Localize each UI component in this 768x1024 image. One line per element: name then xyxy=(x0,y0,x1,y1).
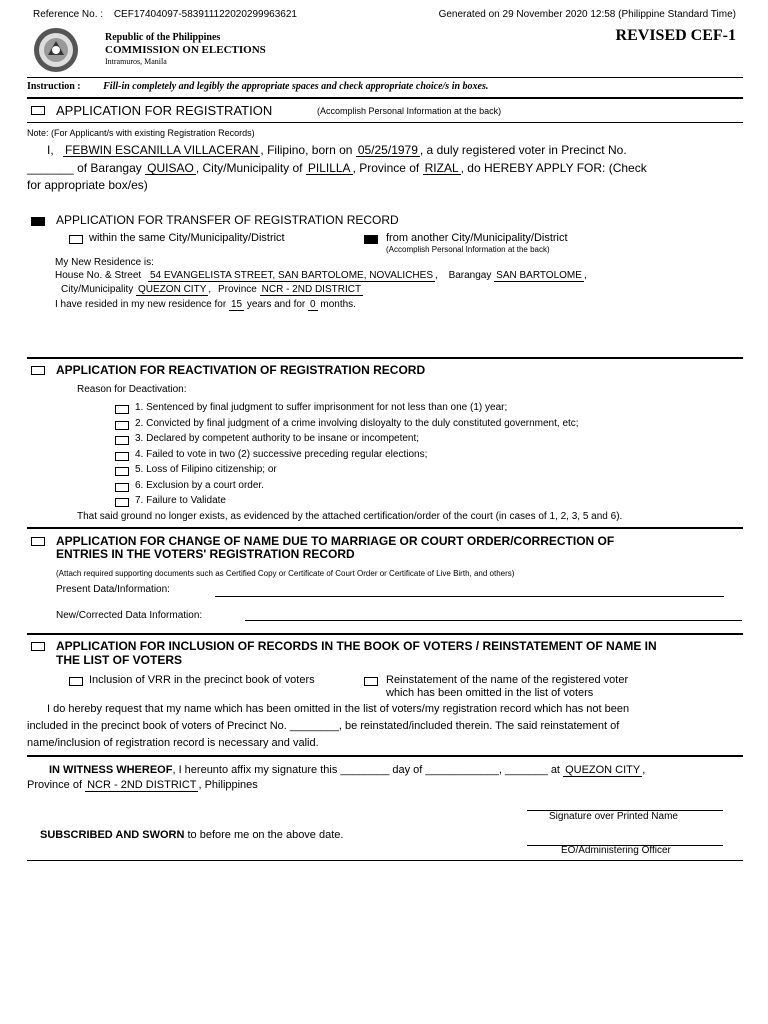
province-field[interactable]: RIZAL xyxy=(424,161,459,175)
change-name-note: (Attach required supporting documents such as Certified Copy or Certificate of Court Order or Certificate of Live Birth, and others) xyxy=(56,569,515,578)
house-street-field[interactable]: 54 EVANGELISTA STREET, SAN BARTOLOME, NOVALICHES xyxy=(149,270,433,281)
transfer-same-checkbox[interactable] xyxy=(69,235,83,244)
inclusion-vrr-label: Inclusion of VRR in the precinct book of voters xyxy=(89,674,315,686)
transfer-checkbox[interactable] xyxy=(31,217,45,226)
transfer-other-label: from another City/Municipality/District xyxy=(386,232,568,244)
signature-label: Signature over Printed Name xyxy=(549,811,678,822)
witness-line-2: Province of NCR - 2ND DISTRICT , Philippines xyxy=(27,779,258,791)
reactivation-footer: That said ground no longer exists, as evidenced by the attached certification/order of the court (in cases of 1, 2, 3, 5 and 6). xyxy=(77,511,623,522)
applicant-name[interactable]: FEBWIN ESCANILLA VILLACERAN xyxy=(65,143,259,157)
witness-line-1: IN WITNESS WHEREOF, I hereunto affix my signature this ________ day of ____________, _______ at QUEZON CITY , xyxy=(49,764,646,776)
reference-number: CEF17404097-583911122020299963621 xyxy=(113,9,297,20)
new-residence-label: My New Residence is: xyxy=(55,257,154,268)
change-name-title-2: ENTRIES IN THE VOTERS' REGISTRATION RECORD xyxy=(56,547,355,561)
inclusion-vrr-checkbox[interactable] xyxy=(69,677,83,686)
reactivation-title: APPLICATION FOR REACTIVATION OF REGISTRATION RECORD xyxy=(56,363,426,377)
change-name-title-1: APPLICATION FOR CHANGE OF NAME DUE TO MARRIAGE OR COURT ORDER/CORRECTION OF xyxy=(56,534,615,548)
residence-duration-row: I have resided in my new residence for 15 years and for 0 months. xyxy=(55,299,356,310)
new-data-label: New/Corrected Data Information: xyxy=(56,610,203,621)
inclusion-checkbox[interactable] xyxy=(31,642,45,651)
instruction-text: Fill-in completely and legibly the appropriate spaces and check appropriate choice/s in boxes. xyxy=(103,81,489,92)
reason-checkbox-3[interactable] xyxy=(115,436,129,445)
reactivation-checkbox[interactable] xyxy=(31,366,45,375)
precinct-blank[interactable]: _______ xyxy=(27,161,74,175)
registration-title: APPLICATION FOR REGISTRATION xyxy=(56,103,273,118)
inclusion-title-2: THE LIST OF VOTERS xyxy=(56,653,183,667)
transfer-house-row: House No. & Street 54 EVANGELISTA STREET, SAN BARTOLOME, NOVALICHES , Barangay SAN BARTOLOME , xyxy=(55,270,587,281)
barangay-field[interactable]: QUISAO xyxy=(147,161,194,175)
registration-line-3: for appropriate box/es) xyxy=(27,178,148,192)
transfer-same-label: within the same City/Municipality/District xyxy=(89,232,285,244)
present-data-line[interactable] xyxy=(215,596,724,597)
reason-checkbox-5[interactable] xyxy=(115,467,129,476)
witness-province-field[interactable]: NCR - 2ND DISTRICT xyxy=(87,779,197,791)
generated-timestamp: Generated on 29 November 2020 12:58 (Philippine Standard Time) xyxy=(438,9,736,20)
reason-checkbox-4[interactable] xyxy=(115,452,129,461)
reason-label-2: 2. Convicted by final judgment of a crime involving disloyalty to the duly constituted government, etc; xyxy=(135,417,579,429)
transfer-province-field[interactable]: NCR - 2ND DISTRICT xyxy=(261,284,362,295)
inclusion-para-2: included in the precinct book of voters of Precinct No. ________, be reinstated/included therein. The said reinstatement of xyxy=(27,720,620,732)
deactivation-reason-label: Reason for Deactivation: xyxy=(77,384,187,395)
reason-checkbox-1[interactable] xyxy=(115,405,129,414)
form-code: REVISED CEF-1 xyxy=(615,27,736,44)
transfer-other-checkbox[interactable] xyxy=(364,235,378,244)
reason-checkbox-7[interactable] xyxy=(115,498,129,507)
city-field[interactable]: PILILLA xyxy=(307,161,351,175)
reference-label: Reference No. : xyxy=(33,9,104,20)
inclusion-title-1: APPLICATION FOR INCLUSION OF RECORDS IN THE BOOK OF VOTERS / REINSTATEMENT OF NAME IN xyxy=(56,639,657,653)
change-name-checkbox[interactable] xyxy=(31,537,45,546)
reference-line xyxy=(33,9,297,20)
reinstatement-label-2: which has been omitted in the list of voters xyxy=(386,687,594,699)
witness-city-field[interactable]: QUEZON CITY xyxy=(565,764,641,776)
reason-label-5: 5. Loss of Filipino citizenship; or xyxy=(135,464,277,475)
birthdate-field[interactable]: 05/25/1979 xyxy=(357,143,418,157)
transfer-city-row: City/Municipality QUEZON CITY , Province NCR - 2ND DISTRICT xyxy=(61,284,362,295)
present-data-label: Present Data/Information: xyxy=(56,584,170,595)
reinstatement-label-1: Reinstatement of the name of the registered voter xyxy=(386,674,629,686)
transfer-title: APPLICATION FOR TRANSFER OF REGISTRATION RECORD xyxy=(56,213,399,227)
officer-label: EO/Administering Officer xyxy=(561,845,671,856)
commission-label: COMMISSION ON ELECTIONS xyxy=(105,44,266,56)
years-field[interactable]: 15 xyxy=(230,299,243,310)
transfer-barangay-field[interactable]: SAN BARTOLOME xyxy=(496,270,582,281)
registration-note: Note: (For Applicant/s with existing Registration Records) xyxy=(27,128,255,138)
months-field[interactable]: 0 xyxy=(310,299,316,310)
reason-checkbox-6[interactable] xyxy=(115,483,129,492)
reason-label-1: 1. Sentenced by final judgment to suffer imprisonment for not less than one (1) year; xyxy=(135,402,508,413)
transfer-city-field[interactable]: QUEZON CITY xyxy=(138,284,207,295)
sworn-line: SUBSCRIBED AND SWORN to before me on the above date. xyxy=(40,829,344,841)
inclusion-para-1: I do hereby request that my name which has been omitted in the list of voters/my registration record which has not been xyxy=(47,703,630,715)
registration-note-right: (Accomplish Personal Information at the back) xyxy=(317,106,502,116)
registration-line-1: I, FEBWIN ESCANILLA VILLACERAN , Filipino, born on 05/25/1979 , a duly registered voter in Precinct No. xyxy=(47,143,627,157)
instruction-label: Instruction : xyxy=(27,81,81,92)
reason-label-4: 4. Failed to vote in two (2) successive preceding regular elections; xyxy=(135,448,428,460)
comelec-seal-icon xyxy=(33,27,79,73)
republic-label: Republic of the Philippines xyxy=(105,32,221,43)
reason-label-7: 7. Failure to Validate xyxy=(135,495,226,506)
inclusion-para-3: name/inclusion of registration record is necessary and valid. xyxy=(27,737,319,749)
registration-checkbox[interactable] xyxy=(31,106,45,115)
address-label: Intramuros, Manila xyxy=(105,57,167,66)
transfer-other-note: (Accomplish Personal Information at the back) xyxy=(386,245,550,254)
registration-line-2: _______ of Barangay QUISAO , City/Municipality of PILILLA , Province of RIZAL , do HEREBY APPLY FOR: (Check xyxy=(27,161,647,175)
reason-label-6: 6. Exclusion by a court order. xyxy=(135,479,264,491)
reason-checkbox-2[interactable] xyxy=(115,421,129,430)
instruction-row xyxy=(27,81,488,92)
reason-label-3: 3. Declared by competent authority to be insane or incompetent; xyxy=(135,433,420,444)
new-data-line[interactable] xyxy=(245,620,742,621)
reinstatement-checkbox[interactable] xyxy=(364,677,378,686)
